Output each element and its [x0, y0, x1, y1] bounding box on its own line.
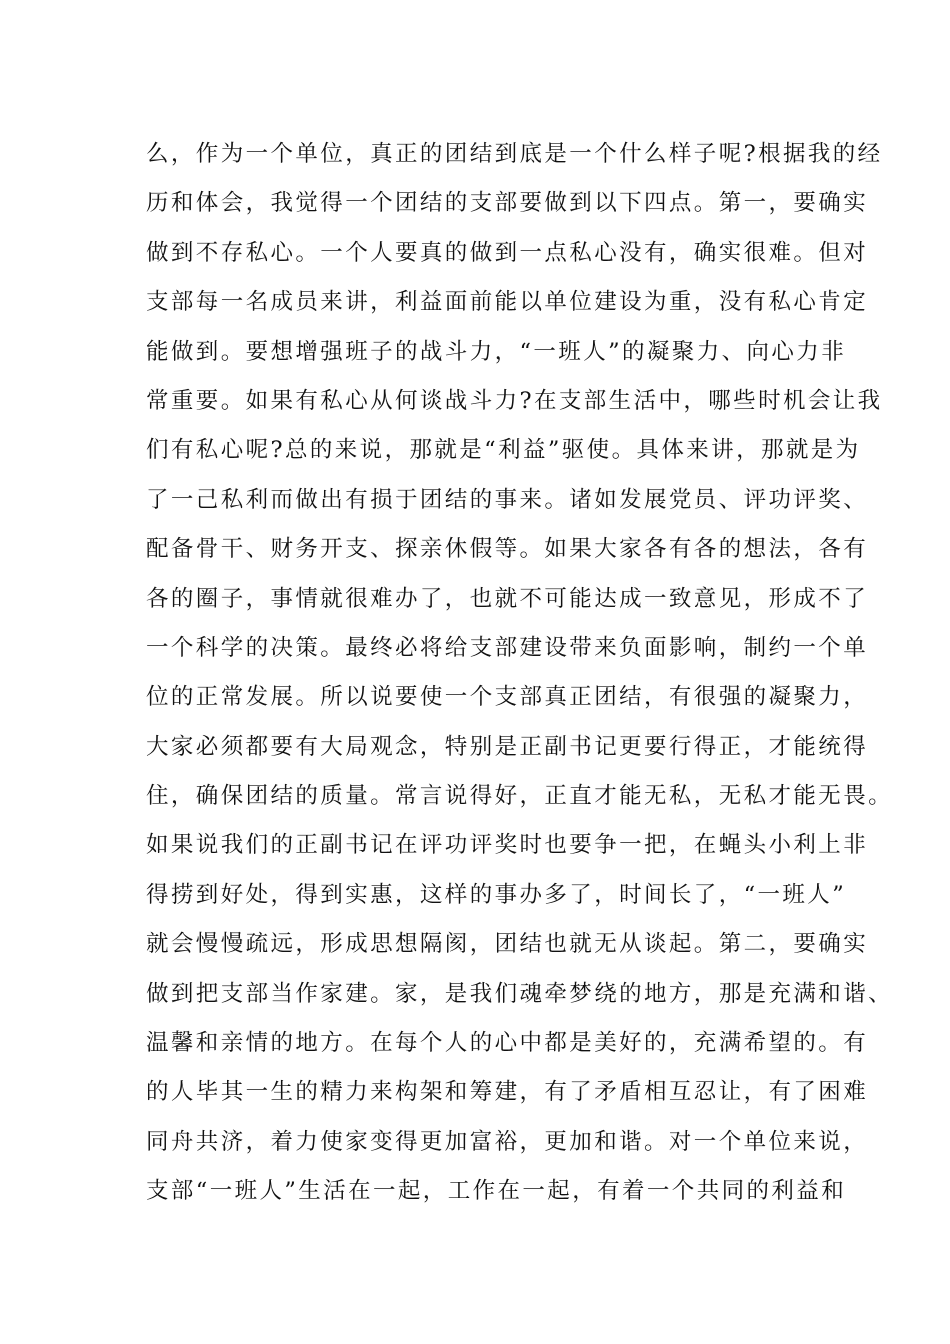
text-line: 做到不存私心。一个人要真的做到一点私心没有，确实很难。但对: [146, 239, 869, 266]
text-line: 么，作为一个单位，真正的团结到底是一个什么样子呢?根据我的经: [146, 141, 883, 167]
text-line: 支部每一名成员来讲，利益面前能以单位建设为重，没有私心肯定: [146, 289, 869, 316]
text-line: 了一己私利而做出有损于团结的事来。诸如发展党员、评功评奖、: [146, 486, 869, 513]
text-line: 如果说我们的正副书记在评功评奖时也要争一把，在蝇头小利上非: [146, 832, 869, 859]
text-line: 位的正常发展。所以说要使一个支部真正团结，有很强的凝聚力，: [146, 684, 869, 711]
text-line: 一个科学的决策。最终必将给支部建设带来负面影响，制约一个单: [146, 634, 869, 661]
text-line: 支部“一班人”生活在一起，工作在一起，有着一个共同的利益和: [146, 1178, 847, 1205]
body-text: [146, 130, 894, 1217]
text-line: 能做到。要想增强班子的战斗力，“一班人”的凝聚力、向心力非: [146, 338, 847, 365]
text-line: 常重要。如果有私心从何谈战斗力?在支部生活中，哪些时机会让我: [146, 387, 883, 414]
text-line: 得捞到好处，得到实惠，这样的事办多了，时间长了，“一班人”: [146, 881, 847, 908]
text-line: 温馨和亲情的地方。在每个人的心中都是美好的，充满希望的。有: [146, 1030, 869, 1057]
text-line: 做到把支部当作家建。家，是我们魂牵梦绕的地方，那是充满和谐、: [146, 980, 894, 1007]
text-line: 们有私心呢?总的来说，那就是“利益”驱使。具体来讲，那就是为: [146, 437, 861, 464]
text-line: 历和体会，我觉得一个团结的支部要做到以下四点。第一，要确实: [146, 190, 869, 217]
text-line: 就会慢慢疏远，形成思想隔阂，团结也就无从谈起。第二，要确实: [146, 931, 869, 958]
text-line: 住，确保团结的质量。常言说得好，正直才能无私，无私才能无畏。: [146, 783, 894, 810]
text-line: 的人毕其一生的精力来构架和筹建，有了矛盾相互忍让，有了困难: [146, 1079, 869, 1106]
text-line: 配备骨干、财务开支、探亲休假等。如果大家各有各的想法，各有: [146, 536, 869, 563]
text-line: 各的圈子，事情就很难办了，也就不可能达成一致意见，形成不了: [146, 585, 869, 612]
text-line: 大家必须都要有大局观念，特别是正副书记更要行得正，才能统得: [146, 733, 869, 760]
text-line: 同舟共济，着力使家变得更加富裕，更加和谐。对一个单位来说，: [146, 1128, 869, 1155]
